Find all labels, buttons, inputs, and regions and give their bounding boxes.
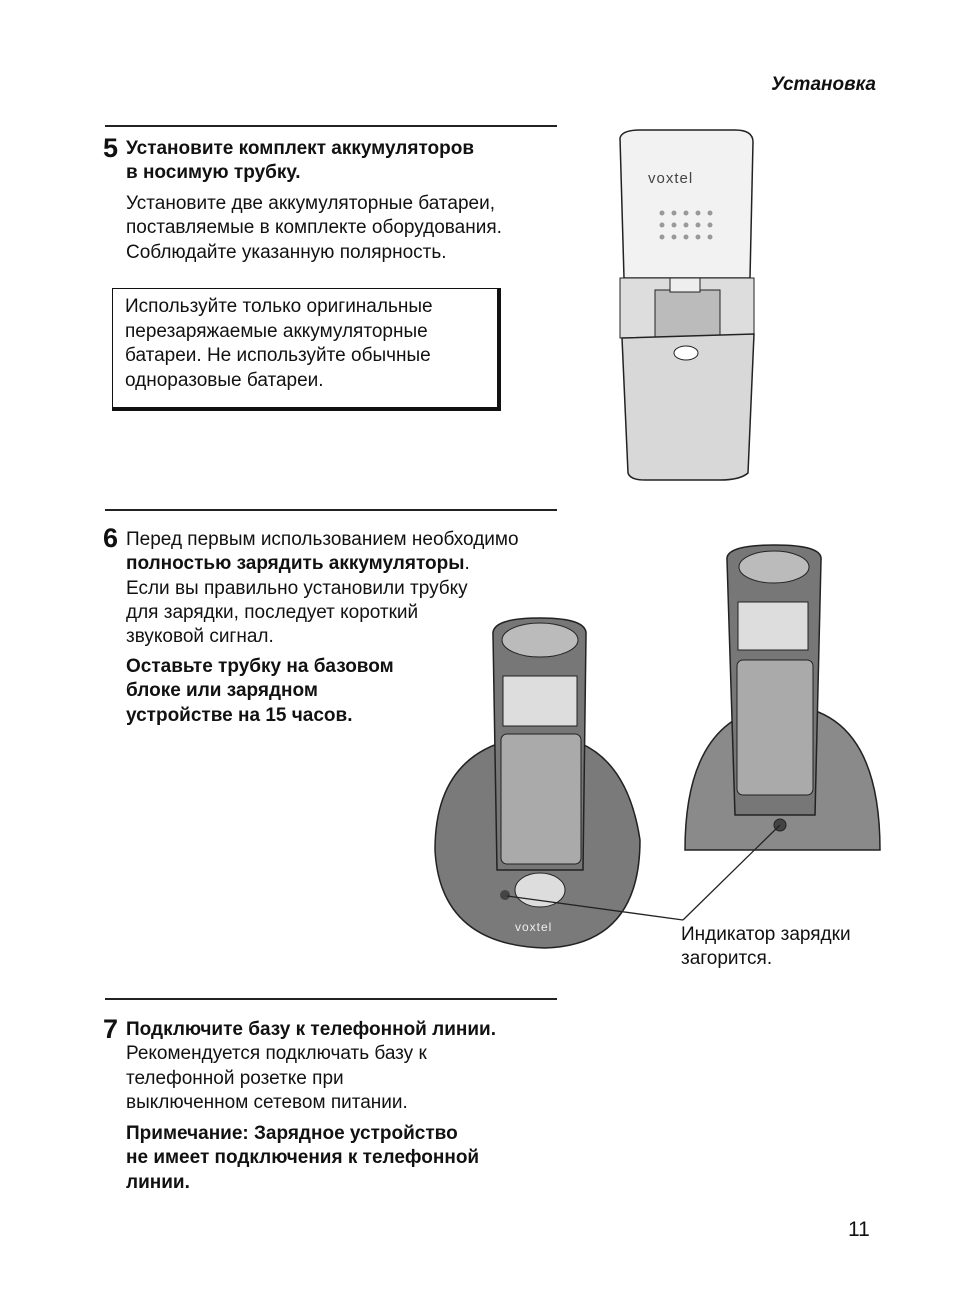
heading-line: в носимую трубку. bbox=[126, 162, 301, 184]
step-body bbox=[126, 192, 502, 265]
bold-text: полностью зарядить аккумуляторы bbox=[126, 553, 465, 575]
step-note bbox=[126, 1122, 479, 1195]
body-line: Соблюдайте указанную полярность. bbox=[126, 241, 447, 263]
note-line: Используйте только оригинальные bbox=[125, 296, 433, 317]
body-line: для зарядки, последует короткий bbox=[126, 601, 419, 623]
note-line: Примечание: Зарядное устройство bbox=[126, 1123, 458, 1144]
charging-phones-illustration bbox=[425, 540, 885, 965]
note-line: перезаряжаемые аккумуляторные bbox=[125, 320, 428, 342]
divider bbox=[105, 509, 557, 511]
body-line: Рекомендуется подключать базу к bbox=[126, 1043, 427, 1065]
note-line: линии. bbox=[126, 1171, 190, 1193]
note-line: устройстве на 15 часов. bbox=[126, 704, 353, 726]
step-bold-note bbox=[126, 655, 394, 728]
brand-logo: voxtel bbox=[515, 920, 553, 934]
callout-line: загорится. bbox=[681, 948, 773, 970]
body-line: выключенном сетевом питании. bbox=[126, 1091, 408, 1113]
body-line: телефонной розетке при bbox=[126, 1067, 344, 1089]
callout-line: Индикатор зарядки bbox=[681, 924, 851, 945]
body-line: Установите две аккумуляторные батареи, bbox=[126, 193, 495, 214]
page-number: 11 bbox=[848, 1218, 870, 1241]
punctuation: . bbox=[464, 553, 470, 575]
body-line: поставляемые в комплекте оборудования. bbox=[126, 217, 502, 239]
note-line: не имеет подключения к телефонной bbox=[126, 1147, 480, 1169]
divider bbox=[105, 125, 557, 127]
heading-line: Установите комплект аккумуляторов bbox=[126, 138, 475, 159]
note-line: Оставьте трубку на базовом bbox=[126, 656, 394, 677]
brand-logo: voxtel bbox=[648, 170, 694, 187]
warning-box bbox=[112, 288, 501, 411]
step-body bbox=[126, 1018, 496, 1115]
step-number: 7 bbox=[103, 1014, 119, 1044]
step-heading: Подключите базу к телефонной линии. bbox=[126, 1019, 497, 1040]
step-heading bbox=[126, 137, 474, 186]
body-line: звуковой сигнал. bbox=[126, 626, 274, 648]
body-line: Если вы правильно установили трубку bbox=[126, 577, 468, 599]
divider bbox=[105, 998, 557, 1000]
note-line: блоке или зарядном bbox=[126, 680, 318, 702]
charging-indicator-callout bbox=[681, 923, 851, 972]
step-number: 6 bbox=[103, 523, 119, 553]
step-number: 5 bbox=[103, 133, 119, 163]
body-line: Перед первым использованием необходимо bbox=[126, 529, 519, 550]
section-header: Установка bbox=[771, 74, 876, 95]
note-line: одноразовые батареи. bbox=[125, 369, 324, 391]
note-line: батареи. Не используйте обычные bbox=[125, 345, 431, 366]
